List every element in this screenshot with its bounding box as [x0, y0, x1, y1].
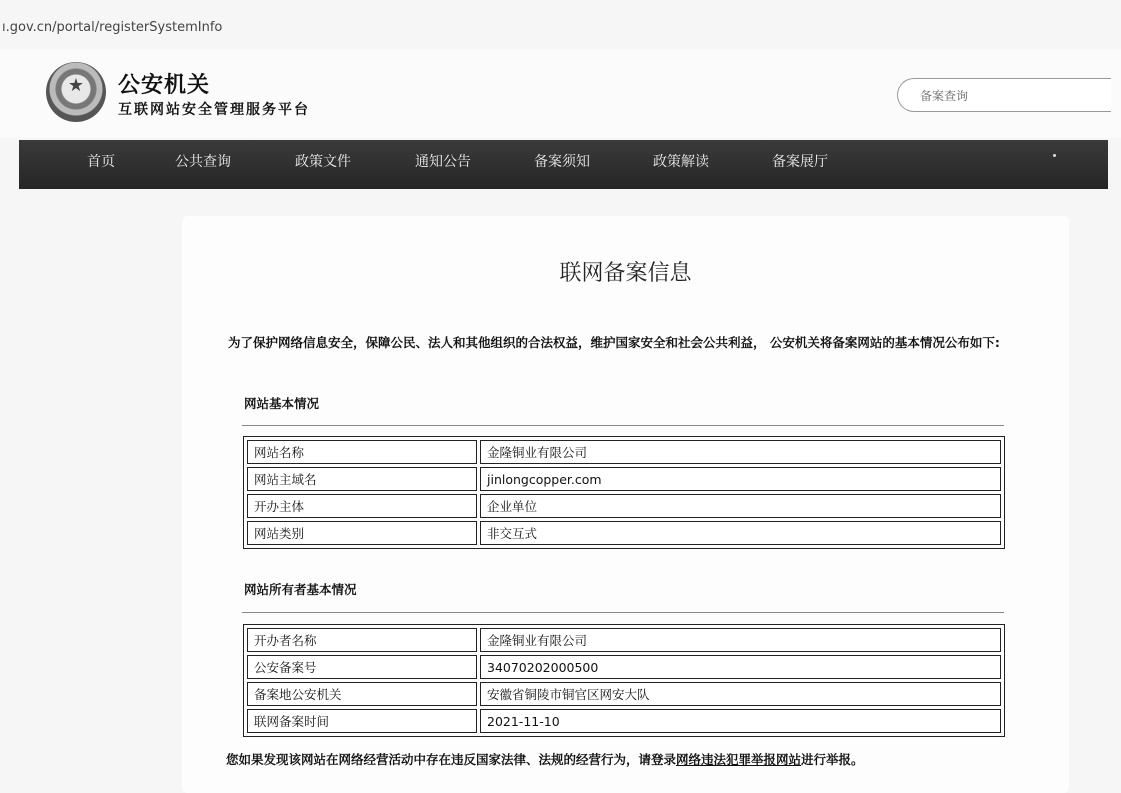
- intro-text: 为了保护网络信息安全，保障公民、法人和其他组织的合法权益，维护国家安全和社会公共利益， 公安机关将备案网站的基本情况公布如下:: [228, 335, 1000, 350]
- address-bar-url[interactable]: ı.gov.cn/portal/registerSystemInfo: [2, 20, 223, 35]
- row-label: 公安备案号: [247, 655, 477, 679]
- report-site-link[interactable]: 网络违法犯罪举报网站: [676, 752, 802, 767]
- site-section-heading: 网站基本情况: [244, 396, 320, 411]
- row-value: 企业单位: [480, 494, 1001, 518]
- nav-item-public-query[interactable]: 公共查询: [175, 154, 231, 170]
- police-emblem-logo: [46, 62, 106, 122]
- report-notice: [226, 750, 1086, 768]
- owner-info-table: [243, 624, 1005, 737]
- table-row: [247, 682, 1001, 706]
- row-label: 网站类别: [247, 521, 477, 545]
- table-row: [247, 494, 1001, 518]
- star-icon: ★: [67, 75, 85, 96]
- row-label: 备案地公安机关: [247, 682, 477, 706]
- row-label: 网站名称: [247, 440, 477, 464]
- nav-item-home[interactable]: 首页: [87, 154, 115, 170]
- report-notice-prefix: 您如果发现该网站在网络经营活动中存在违反国家法律、法规的经营行为，请登录: [226, 752, 677, 767]
- page-title: 联网备案信息: [559, 261, 692, 286]
- row-label: 开办主体: [247, 494, 477, 518]
- nav-item-policy-interpretation[interactable]: 政策解读: [653, 154, 709, 170]
- report-notice-suffix: 进行举报。: [801, 752, 864, 767]
- search-input[interactable]: [898, 79, 1102, 113]
- row-label: 开办者名称: [247, 628, 477, 652]
- row-value: 非交互式: [480, 521, 1001, 545]
- row-value: 34070202000500: [480, 655, 1001, 679]
- site-info-table: [243, 436, 1005, 549]
- section-divider: [242, 425, 1004, 426]
- table-row: [247, 467, 1001, 491]
- nav-item-filing-guide[interactable]: 备案须知: [534, 154, 590, 170]
- nav-item-filing-hall[interactable]: 备案展厅: [772, 154, 828, 170]
- section-divider: [242, 612, 1004, 613]
- table-row: [247, 521, 1001, 545]
- row-value: 2021-11-10: [480, 709, 1001, 733]
- nav-item-policy-docs[interactable]: 政策文件: [295, 154, 351, 170]
- row-label: 网站主域名: [247, 467, 477, 491]
- nav-dot: [1053, 154, 1056, 157]
- table-row: [247, 655, 1001, 679]
- table-row: [247, 709, 1001, 733]
- nav-item-notices[interactable]: 通知公告: [415, 154, 471, 170]
- table-row: [247, 628, 1001, 652]
- row-value: 金隆铜业有限公司: [480, 440, 1001, 464]
- row-value: 金隆铜业有限公司: [480, 628, 1001, 652]
- search-box[interactable]: [897, 78, 1111, 112]
- row-value: 安徽省铜陵市铜官区网安大队: [480, 682, 1001, 706]
- owner-section-heading: 网站所有者基本情况: [244, 582, 357, 597]
- row-value: jinlongcopper.com: [480, 467, 1001, 491]
- row-label: 联网备案时间: [247, 709, 477, 733]
- table-row: [247, 440, 1001, 464]
- brand-subtitle: 互联网站安全管理服务平台: [118, 102, 310, 118]
- main-nav: [19, 140, 1108, 189]
- brand-title: 公安机关: [118, 73, 211, 98]
